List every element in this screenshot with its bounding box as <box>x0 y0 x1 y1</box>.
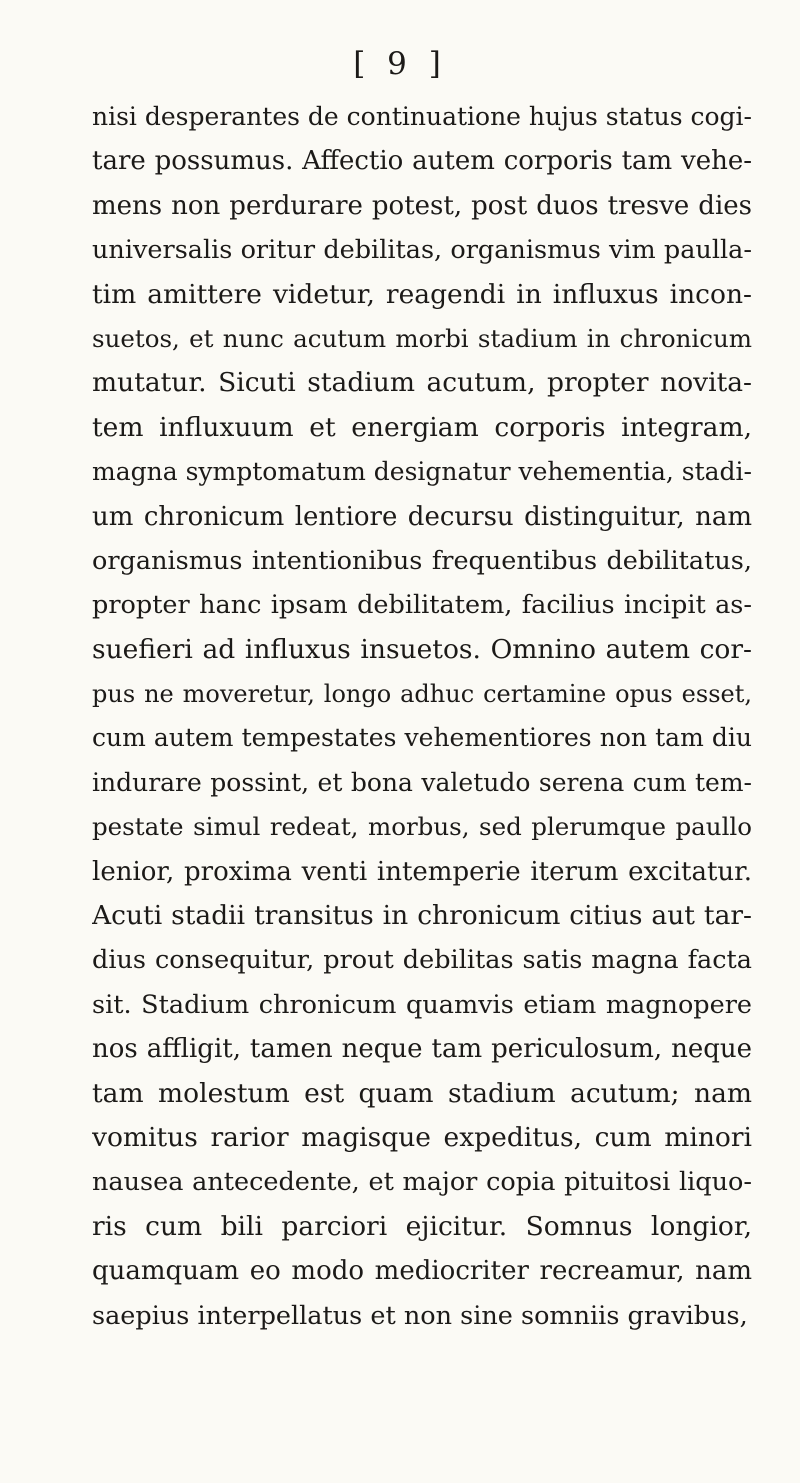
text-line: mutatur. Sicuti stadium acutum, propter novita- <box>92 367 752 399</box>
text-line: universalis oritur debilitas, organismus vim paulla- <box>92 235 752 266</box>
text-line: suefieri ad influxus insuetos. Omnino autem cor- <box>92 633 752 665</box>
text-line: tare possumus. Affectio autem corporis tam vehe- <box>92 146 752 177</box>
text-line: dius consequitur, prout debilitas satis magna facta <box>92 945 752 976</box>
text-line: indurare possint, et bona valetudo serena cum tem- <box>92 767 752 797</box>
text-line: ris cum bili parciori ejicitur. Somnus longior, <box>92 1210 752 1242</box>
text-line: pestate simul redeat, morbus, sed plerumque paullo <box>92 812 752 842</box>
text-line: mens non perdurare potest, post duos tresve dies <box>92 190 752 221</box>
page-number: [ 9 ] <box>353 46 447 82</box>
text-line: saepius interpellatus et non sine somniis gravibus, <box>92 1300 748 1331</box>
text-line: organismus intentionibus frequentibus debilitatus, <box>92 545 752 576</box>
text-line: Acuti stadii transitus in chronicum citius aut tar- <box>92 900 752 932</box>
text-line: sit. Stadium chronicum quamvis etiam magnopere <box>92 989 752 1020</box>
text-line: tim amittere videtur, reagendi in influxus incon- <box>92 278 752 310</box>
text-line: lenior, proxima venti intemperie iterum excitatur. <box>92 856 752 887</box>
text-line: cum autem tempestates vehementiores non tam diu <box>92 723 752 753</box>
text-line: tem influxuum et energiam corporis integram, <box>92 411 752 443</box>
text-line: nausea antecedente, et major copia pituitosi liquo- <box>92 1167 752 1198</box>
text-line: nisi desperantes de continuatione hujus status cogi- <box>92 102 752 131</box>
text-line: vomitus rarior magisque expeditus, cum minori <box>92 1121 752 1153</box>
text-line: nos affligit, tamen neque tam periculosum, neque <box>92 1034 752 1065</box>
body-text <box>92 95 752 1338</box>
text-line: propter hanc ipsam debilitatem, facilius incipit as- <box>92 590 752 621</box>
text-line: suetos, et nunc acutum morbi stadium in chronicum <box>92 323 752 353</box>
text-line: pus ne moveretur, longo adhuc certamine opus esset, <box>92 680 752 709</box>
text-line: magna symptomatum designatur vehementia, stadi- <box>92 457 752 487</box>
text-line: quamquam eo modo mediocriter recreamur, nam <box>92 1256 752 1287</box>
text-line: tam molestum est quam stadium acutum; nam <box>92 1077 752 1109</box>
text-line: um chronicum lentiore decursu distinguitur, nam <box>92 501 752 532</box>
